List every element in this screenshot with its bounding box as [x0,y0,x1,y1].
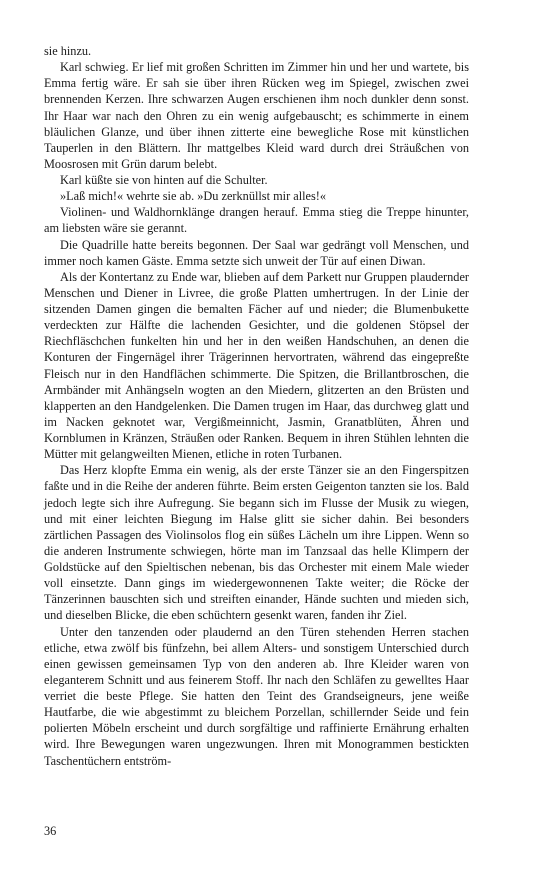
paragraph: Karl schwieg. Er lief mit großen Schritten im Zimmer hin und her und wartete, bis Emma fertig wäre. Er sah sie über ihren Rücken weg im Spiegel, zwischen zwei brennenden Kerzen. Ihre schwarzen Augen erschienen ihm noch dunkler denn sonst. Ihr Haar war nach den Ohren zu ein wenig aufgebauscht; es schimmerte in einem bläulichen Glanze, und über ihnen zitterte eine bewegliche Rose mit künstlichen Tauperlen in den Blättern. Ihr mattgelbes Kleid ward durch drei Sträußchen von Moosrosen mit Grün darum belebt. [44,60,469,171]
paragraph: sie hinzu. [44,44,92,58]
paragraph: Das Herz klopfte Emma ein wenig, als der erste Tänzer sie an den Fingerspitzen faßte und in die Reihe der anderen führte. Beim ersten Geigenton tanzten sie los. Bald jedoch legte sich ihre Aufregung. Sie begann sich im Flusse der Musik zu wiegen, und mit einer leichten Biegung im Halse glitt sie sicher dahin. Bei besonders zärtlichen Passagen des Violinsolos flog ein süßes Lächeln um ihre Lippen. Wenn so die anderen Instrumente schwiegen, hörte man im Tanzsaal das helle Klimpern der Goldstücke auf den Spieltischen nebenan, bis das Orchester mit einem Male wieder voll einsetzte. Dann gings im wiedergewonnenen Takte weiter; die Röcke der Tänzerinnen bauschten sich und streiften einander, Hände suchten und mieden sich, und dieselben Blicke, die eben schüchtern gesenkt waren, fanden ihr Ziel. [44,463,469,623]
body-text [44,43,469,769]
paragraph: Unter den tanzenden oder plaudernd an den Türen stehenden Herren stachen etliche, etwa zwölf bis fünfzehn, bei allem Alters- und sonstigem Unterschied durch einen gewissen gemeinsamen Typ von den anderen ab. Ihre Kleider waren von eleganterem Schnitt und aus feinerem Stoff. Ihr nach den Schläfen zu gewelltes Haar verriet die beste Pflege. Sie hatten den Teint des Grandseigneurs, jene weiße Hautfarbe, die wie abgestimmt zu bleichem Porzellan, schillernder Seide und fein polierten Möbeln erscheint und durch sorgfältige und raffinierte Ernährung erhalten wird. Ihre Bewegungen waren ungezwungen. Ihren mit Monogrammen bestickten Taschentüchern entström- [44,624,469,768]
paragraph: Die Quadrille hatte bereits begonnen. Der Saal war gedrängt voll Menschen, und immer noch kamen Gäste. Emma setzte sich unweit der Tür auf einen Diwan. [44,237,469,268]
paragraph: Violinen- und Waldhornklänge drangen herauf. Emma stieg die Treppe hinunter, am liebsten wäre sie gerannt. [44,205,469,236]
page-number: 36 [44,824,57,838]
paragraph: »Laß mich!« wehrte sie ab. »Du zerknüllst mir alles!« [60,189,327,204]
paragraph: Karl küßte sie von hinten auf die Schulter. [60,173,268,187]
paragraph: Als der Kontertanz zu Ende war, blieben auf dem Parkett nur Gruppen plaudernder Menschen und Diener in Livree, die große Platten umhertrugen. In der Linie der sitzenden Damen gingen die bemalten Fächer auf und nieder; die Blumenbukette verdeckten zur Hälfte die lachenden Gesichter, und die goldenen Stöpsel der Riechfläschchen funkelten hin und her in den weißen Handschuhen, an denen die Konturen der Fingernägel ihrer Trägerinnen hervortraten, während das eingepreßte Fleisch nur in den Handflächen schimmerte. Die Spitzen, die Brillantbroschen, die Armbänder mit Anhängseln wogten an den Miedern, glitzerten an den Brüsten und klapperten an den Handgelenken. Die Damen trugen im Haar, das durchweg glatt und im Nacken geknotet war, Vergißmeinnicht, Jasmin, Granatblüten, Ähren und Kornblumen in Kränzen, Sträußen oder Ranken. Bequem in ihren Stühlen lehnten die Mütter mit gelangweilten Mienen, etliche in roten Turbanen. [44,269,469,462]
